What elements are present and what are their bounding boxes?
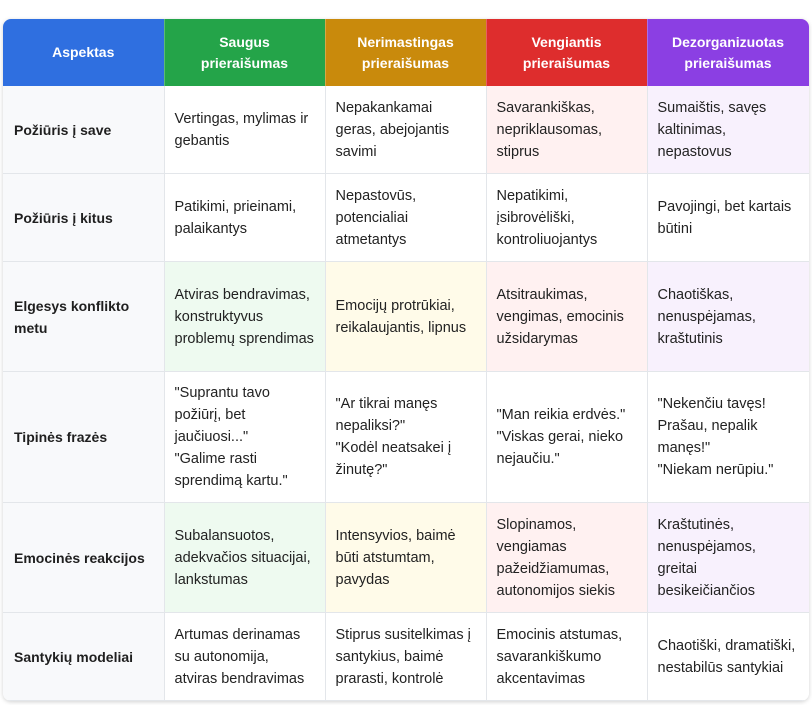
header-secure: Saugus prieraišumas [164, 19, 325, 86]
table-row [3, 503, 809, 613]
table-row [3, 262, 809, 372]
cell-disorganized: Chaotiškas, nenuspėjamas, kraštutinis [647, 262, 809, 372]
cell-avoidant: Savarankiškas, nepriklausomas, stiprus [486, 86, 647, 174]
cell-anxious: Nepastovūs, potencialiai atmetantys [325, 174, 486, 262]
cell-anxious: Intensyvios, baimė būti atstumtam, pavydas [325, 503, 486, 613]
cell-secure: Subalansuotos, adekvačios situacijai, lankstumas [164, 503, 325, 613]
cell-avoidant: Slopinamos, vengiamas pažeidžiamumas, autonomijos siekis [486, 503, 647, 613]
cell-avoidant: Atsitraukimas, vengimas, emocinis užsidarymas [486, 262, 647, 372]
cell-disorganized: "Nekenčiu tavęs! Prašau, nepalik manęs!" "Niekam nerūpiu." [647, 372, 809, 503]
row-aspect-label: Požiūris į kitus [3, 174, 164, 262]
cell-anxious: Stiprus susitelkimas į santykius, baimė prarasti, kontrolė [325, 613, 486, 701]
cell-anxious: "Ar tikrai manęs nepaliksi?" "Kodėl neatsakei į žinutę?" [325, 372, 486, 503]
table-row [3, 86, 809, 174]
cell-avoidant: "Man reikia erdvės." "Viskas gerai, nieko nejaučiu." [486, 372, 647, 503]
cell-secure: "Suprantu tavo požiūrį, bet jaučiuosi..." "Galime rasti sprendimą kartu." [164, 372, 325, 503]
cell-disorganized: Pavojingi, bet kartais būtini [647, 174, 809, 262]
cell-secure: Atviras bendravimas, konstruktyvus problemų sprendimas [164, 262, 325, 372]
cell-secure: Vertingas, mylimas ir gebantis [164, 86, 325, 174]
row-aspect-label: Santykių modeliai [3, 613, 164, 701]
header-avoidant: Vengiantis prieraišumas [486, 19, 647, 86]
row-aspect-label: Elgesys konflikto metu [3, 262, 164, 372]
cell-disorganized: Chaotiški, dramatiški, nestabilūs santykiai [647, 613, 809, 701]
row-aspect-label: Požiūris į save [3, 86, 164, 174]
cell-secure: Patikimi, prieinami, palaikantys [164, 174, 325, 262]
header-aspect: Aspektas [3, 19, 164, 86]
cell-avoidant: Nepatikimi, įsibrovėliški, kontroliuojantys [486, 174, 647, 262]
row-aspect-label: Tipinės frazės [3, 372, 164, 503]
cell-secure: Artumas derinamas su autonomija, atviras bendravimas [164, 613, 325, 701]
attachment-styles-table [3, 19, 809, 701]
row-aspect-label: Emocinės reakcijos [3, 503, 164, 613]
cell-avoidant: Emocinis atstumas, savarankiškumo akcentavimas [486, 613, 647, 701]
attachment-styles-table-container [3, 19, 809, 701]
cell-anxious: Nepakankamai geras, abejojantis savimi [325, 86, 486, 174]
cell-disorganized: Sumaištis, savęs kaltinimas, nepastovus [647, 86, 809, 174]
cell-disorganized: Kraštutinės, nenuspėjamos, greitai besikeičiančios [647, 503, 809, 613]
header-disorganized: Dezorganizuotas prieraišumas [647, 19, 809, 86]
table-row [3, 174, 809, 262]
table-row [3, 372, 809, 503]
table-row [3, 613, 809, 701]
header-row [3, 19, 809, 86]
cell-anxious: Emocijų protrūkiai, reikalaujantis, lipnus [325, 262, 486, 372]
header-anxious: Nerimastingas prieraišumas [325, 19, 486, 86]
